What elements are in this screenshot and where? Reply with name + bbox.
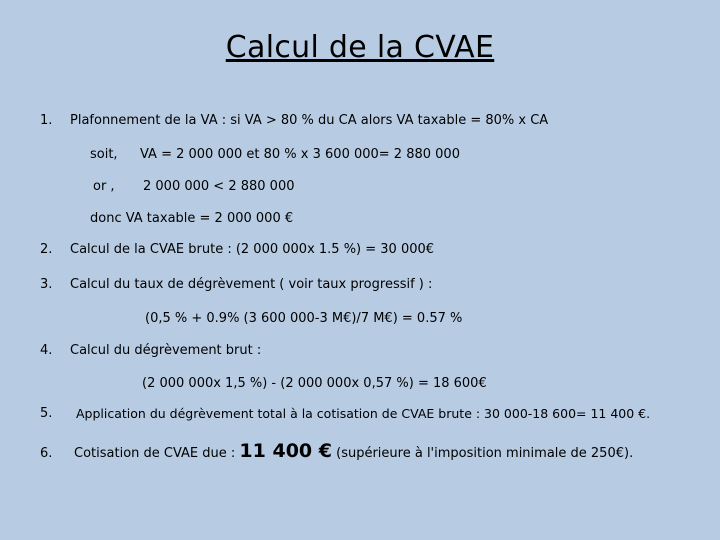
item-1-text: Plafonnement de la VA : si VA > 80 % du CA alors VA taxable = 80% x CA xyxy=(70,113,549,128)
item-1-number: 1. xyxy=(40,113,53,128)
item-4-number: 4. xyxy=(40,343,53,358)
item-4-formula: (2 000 000x 1,5 %) - (2 000 000x 0,57 %) = 18 600€ xyxy=(142,376,487,391)
item-3-text: Calcul du taux de dégrèvement ( voir taux progressif ) : xyxy=(70,277,433,292)
item-1-soit-label: soit, xyxy=(90,147,118,162)
item-1-donc-text: donc VA taxable = 2 000 000 € xyxy=(90,211,294,226)
item-4-text: Calcul du dégrèvement brut : xyxy=(70,343,262,358)
item-2-text: Calcul de la CVAE brute : (2 000 000x 1.5 %) = 30 000€ xyxy=(70,242,435,257)
item-6-number: 6. xyxy=(40,446,53,461)
item-6-line xyxy=(74,440,633,462)
item-1-or-label: or , xyxy=(93,179,115,194)
page-title: Calcul de la CVAE xyxy=(225,30,495,65)
item-5-number: 5. xyxy=(40,406,53,421)
item-6-text-before: Cotisation de CVAE due : xyxy=(74,446,236,461)
item-1-or-text: 2 000 000 < 2 880 000 xyxy=(143,179,295,194)
item-3-number: 3. xyxy=(40,277,53,292)
item-1-soit-text: VA = 2 000 000 et 80 % x 3 600 000= 2 880 000 xyxy=(140,147,460,162)
item-3-formula: (0,5 % + 0.9% (3 600 000-3 M€)/7 M€) = 0.57 % xyxy=(145,311,463,326)
item-6-amount: 11 400 € xyxy=(239,440,332,462)
item-2-number: 2. xyxy=(40,242,53,257)
item-6-text-after: (supérieure à l'imposition minimale de 250€). xyxy=(336,446,634,461)
item-5-text: Application du dégrèvement total à la cotisation de CVAE brute : 30 000-18 600= 11 400 €. xyxy=(76,406,651,421)
